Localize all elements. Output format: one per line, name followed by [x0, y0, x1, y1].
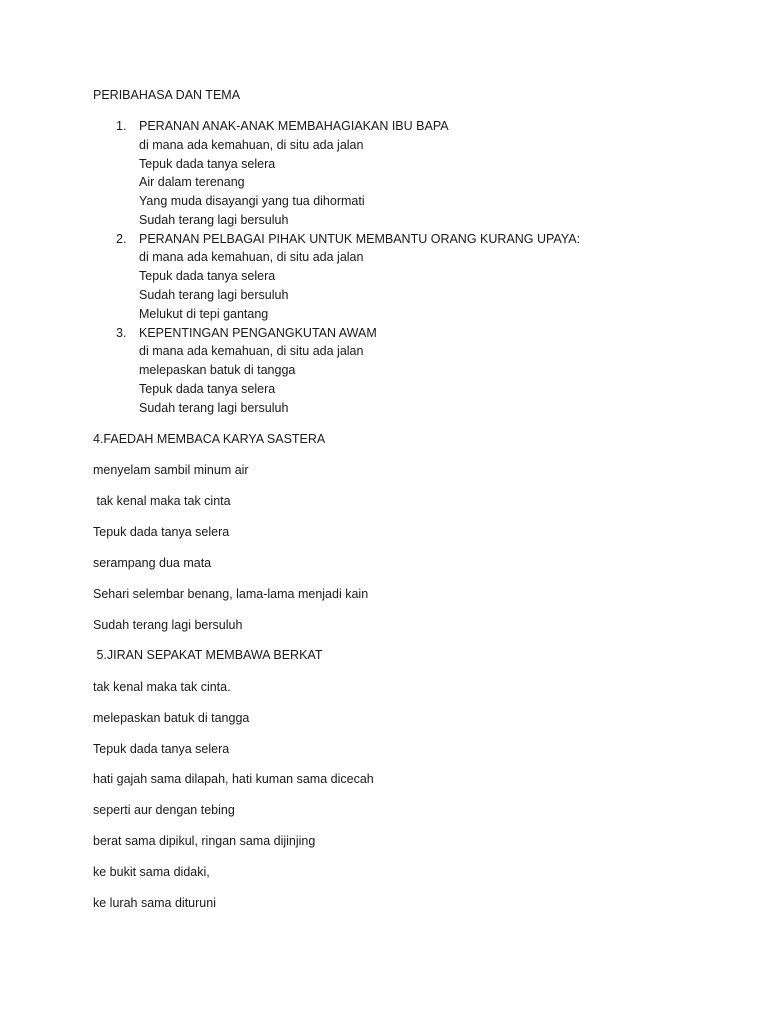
section-4-line: serampang dua mata	[93, 556, 212, 570]
section-5-line: Tepuk dada tanya selera	[93, 742, 230, 756]
section-5-line: ke lurah sama dituruni	[93, 896, 216, 910]
section-5-line: tak kenal maka tak cinta.	[93, 680, 231, 694]
section-2-line: di mana ada kemahuan, di situ ada jalan	[139, 250, 364, 264]
section-1-line: Air dalam terenang	[139, 175, 245, 189]
section-4-line: Sehari selembar benang, lama-lama menjadi kain	[93, 587, 369, 601]
section-3-number: 3.	[116, 326, 127, 340]
section-1-line: di mana ada kemahuan, di situ ada jalan	[139, 138, 364, 152]
section-2-number: 2.	[116, 232, 127, 246]
section-4-line: Sudah terang lagi bersuluh	[93, 618, 243, 632]
section-2-line: Tepuk dada tanya selera	[139, 269, 276, 283]
section-5-line: melepaskan batuk di tangga	[93, 711, 250, 725]
section-4-line: menyelam sambil minum air	[93, 463, 249, 477]
section-1-number: 1.	[116, 119, 127, 133]
section-1-heading: PERANAN ANAK-ANAK MEMBAHAGIAKAN IBU BAPA	[139, 119, 449, 133]
section-4-line: Tepuk dada tanya selera	[93, 525, 230, 539]
section-2-line: Melukut di tepi gantang	[139, 307, 269, 321]
section-2-heading: PERANAN PELBAGAI PIHAK UNTUK MEMBANTU ORANG KURANG UPAYA:	[139, 232, 581, 246]
section-1-line: Tepuk dada tanya selera	[139, 157, 276, 171]
section-5-line: seperti aur dengan tebing	[93, 803, 235, 817]
section-3-line: Sudah terang lagi bersuluh	[139, 401, 289, 415]
section-5-line: berat sama dipikul, ringan sama dijinjing	[93, 834, 316, 848]
section-5-heading: 5.JIRAN SEPAKAT MEMBAWA BERKAT	[93, 648, 323, 662]
section-4-line: tak kenal maka tak cinta	[93, 494, 231, 508]
section-5-line: ke bukit sama didaki,	[93, 865, 210, 879]
section-4-heading: 4.FAEDAH MEMBACA KARYA SASTERA	[93, 432, 326, 446]
section-1-line: Sudah terang lagi bersuluh	[139, 213, 289, 227]
section-3-line: melepaskan batuk di tangga	[139, 363, 296, 377]
section-3-line: di mana ada kemahuan, di situ ada jalan	[139, 344, 364, 358]
section-3-line: Tepuk dada tanya selera	[139, 382, 276, 396]
section-3-heading: KEPENTINGAN PENGANGKUTAN AWAM	[139, 326, 377, 340]
section-1-line: Yang muda disayangi yang tua dihormati	[139, 194, 365, 208]
document-title: PERIBAHASA DAN TEMA	[93, 88, 241, 102]
section-5-line: hati gajah sama dilapah, hati kuman sama dicecah	[93, 772, 374, 786]
section-2-line: Sudah terang lagi bersuluh	[139, 288, 289, 302]
